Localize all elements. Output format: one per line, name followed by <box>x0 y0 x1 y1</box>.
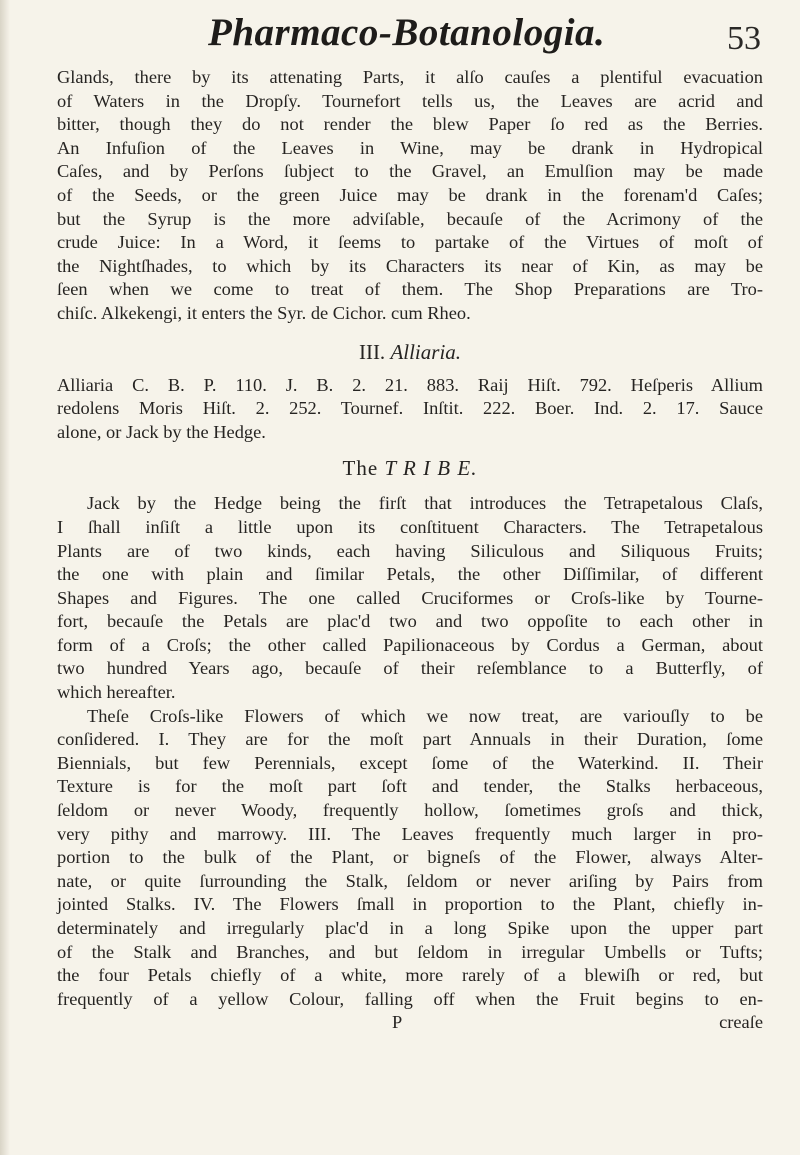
text-line: form of a Croſs; the other called Papilionaceous by Cordus a German, about <box>57 634 763 655</box>
text-line: fort, becauſe the Petals are plac'd two and two oppoſite to each other in <box>57 611 763 632</box>
text-line: alone, or Jack by the Hedge. <box>57 421 266 442</box>
running-head: Pharmaco-Botanologia. <box>208 11 606 54</box>
page-footer <box>57 1011 763 1035</box>
text-line: of the Stalk and Branches, and but ſeldom in irregular Umbells or Tufts; <box>57 941 763 962</box>
text-line: two hundred Years ago, becauſe of their reſemblance to a Butterfly, of <box>57 658 763 679</box>
page-header <box>0 6 800 66</box>
text-line: jointed Stalks. IV. The Flowers ſmall in proportion to the Plant, chiefly in- <box>57 894 763 915</box>
text-line: bitter, though they do not render the blew Paper ſo red as the Berries. <box>57 114 763 135</box>
text-line: ſeen when we come to treat of them. The Shop Preparations are Tro- <box>57 279 763 300</box>
text-line: Caſes, and by Perſons ſubject to the Gravel, an Emulſion may be made <box>57 161 763 182</box>
text-line: chiſc. Alkekengi, it enters the Syr. de Cichor. cum Rheo. <box>57 302 471 323</box>
text-line: of the Seeds, or the green Juice may be drank in the forenam'd Caſes; <box>57 184 763 205</box>
text-line: I ſhall inſiſt a little upon its conſtituent Characters. The Tetrapetalous <box>57 516 763 537</box>
tribe-heading <box>57 444 763 492</box>
tribe-word: T R I B E. <box>384 456 478 481</box>
text-line: which hereafter. <box>57 682 176 703</box>
text-line: Plants are of two kinds, each having Siliculous and Siliquous Fruits; <box>57 540 763 561</box>
text-line: Texture is for the moſt part ſoft and tender, the Stalks herbaceous, <box>57 776 763 797</box>
text-line: nate, or quite ſurrounding the Stalk, ſeldom or never ariſing by Pairs from <box>57 870 763 891</box>
text-line: the four Petals chiefly of a white, more rarely of a blewiſh or red, but <box>57 965 763 986</box>
signature-mark: P <box>392 1012 403 1033</box>
text-line: Theſe Croſs-like Flowers of which we now treat, are variouſly to be <box>87 705 763 726</box>
text-line: frequently of a yellow Colour, falling off when the Fruit begins to en- <box>57 988 763 1009</box>
page-edge-shadow <box>0 0 10 1155</box>
tribe-label: The <box>342 456 379 481</box>
text-line: portion to the bulk of the Plant, or bigneſs of the Flower, always Alter- <box>57 847 763 868</box>
text-line: Alliaria C. B. P. 110. J. B. 2. 21. 883. Raij Hiſt. 792. Heſperis Allium <box>57 374 763 395</box>
paragraph-nightshade-virtues <box>57 66 763 326</box>
text-line: the one with plain and ſimilar Petals, the other Diſſimilar, of different <box>57 564 763 585</box>
text-line: Biennials, but few Perennials, except ſome of the Waterkind. II. Their <box>57 752 763 773</box>
text-line: ſeldom or never Woody, frequently hollow, ſometimes groſs and thick, <box>57 800 763 821</box>
text-line: of Waters in the Dropſy. Tournefort tells us, the Leaves are acrid and <box>57 90 763 111</box>
text-line: but the Syrup is the more adviſable, becauſe of the Acrimony of the <box>57 208 763 229</box>
text-line: An Infuſion of the Leaves in Wine, may be drank in Hydropical <box>57 137 763 158</box>
body-text <box>57 66 763 1035</box>
catchword: creaſe <box>719 1012 763 1033</box>
paragraph-alliaria-synonyms <box>57 374 763 445</box>
text-line: Jack by the Hedge being the firſt that introduces the Tetrapetalous Claſs, <box>87 493 763 514</box>
text-line: determinately and irregularly plac'd in a long Spike upon the upper part <box>57 918 763 938</box>
text-line: conſidered. I. They are for the moſt part Annuals in their Duration, ſome <box>57 729 763 750</box>
text-line: the Nightſhades, to which by its Characters its near of Kin, as may be <box>57 255 763 276</box>
section-heading <box>57 326 763 374</box>
text-line: crude Juice: In a Word, it ſeems to partake of the Virtues of moſt of <box>57 232 763 253</box>
text-line: Glands, there by its attenating Parts, it alſo cauſes a plentiful evacuation <box>57 67 763 87</box>
section-numeral: III. <box>358 339 386 364</box>
page-number: 53 <box>727 20 761 57</box>
paragraph-tetrapetalous-class <box>57 492 763 704</box>
text-line: very pithy and marrowy. III. The Leaves frequently much larger in pro- <box>57 823 763 844</box>
text-line: redolens Moris Hiſt. 2. 252. Tournef. Inſtit. 222. Boer. Ind. 2. 17. Sauce <box>57 398 763 419</box>
section-title: Alliaria. <box>390 339 462 364</box>
text-line: Shapes and Figures. The one called Cruciformes or Croſs-like by Tourne- <box>57 587 763 608</box>
paragraph-cross-like-flowers <box>57 705 763 1012</box>
